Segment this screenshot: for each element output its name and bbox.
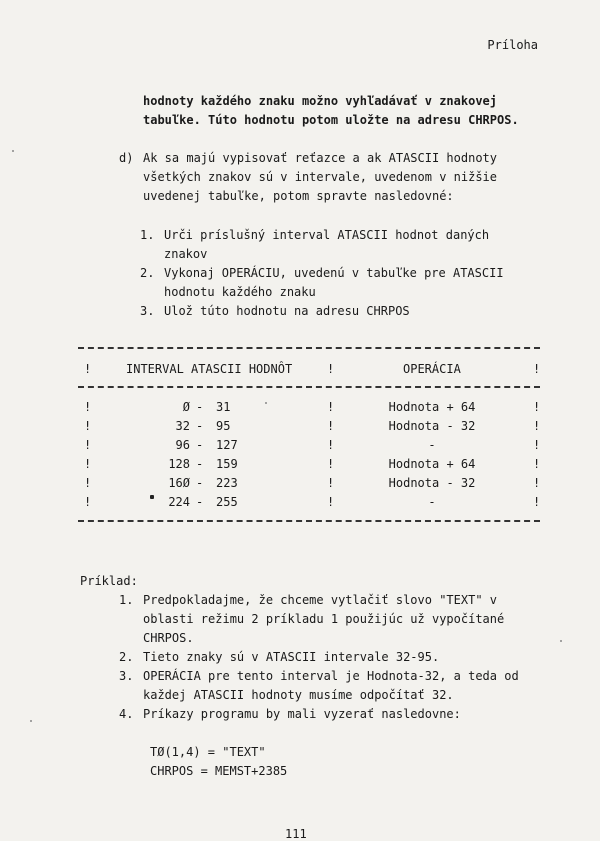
example-item-3-line-1: OPERÁCIA pre tento interval je Hodnota-32, a teda od: [143, 669, 519, 683]
example-item-4-line-1: Príkazy programu by mali vyzerať nasledovne:: [143, 707, 461, 721]
example-item-2-number: 2.: [119, 650, 134, 664]
intro-line-2: tabuľke. Túto hodnotu potom uložte na adresu CHRPOS.: [143, 113, 519, 127]
step-3-number: 3.: [140, 304, 155, 318]
interval-dash: -: [196, 457, 204, 471]
table-separator: !: [84, 457, 92, 471]
code-line-1: TØ(1,4) = "TEXT": [150, 745, 266, 759]
scan-speck: [12, 150, 14, 152]
table-header-operation: OPERÁCIA: [403, 362, 461, 376]
item-d-line-1: Ak sa majú vypisovať reťazce a ak ATASCII hodnoty: [143, 151, 498, 165]
operation-value: Hodnota - 32: [388, 419, 476, 433]
example-item-1-number: 1.: [119, 593, 134, 607]
item-d-line-2: všetkých znakov sú v intervale, uvedenom v nižšie: [143, 170, 498, 184]
table-separator: !: [84, 476, 92, 490]
table-separator: !: [327, 438, 335, 452]
step-1-number: 1.: [140, 228, 155, 242]
operation-value: Hodnota - 32: [388, 476, 476, 490]
interval-from: 16Ø: [168, 476, 190, 490]
interval-to: 31: [216, 400, 231, 414]
interval-dash: -: [196, 419, 204, 433]
example-item-1-line-1: Predpokladajme, že chceme vytlačiť slovo "TEXT" v: [143, 593, 498, 607]
table-separator: !: [533, 476, 541, 490]
step-3-line-1: Ulož túto hodnotu na adresu CHRPOS: [164, 304, 410, 318]
table-separator: !: [84, 419, 92, 433]
item-d-marker: d): [119, 151, 134, 165]
table-header-rule: [78, 386, 540, 388]
step-2-line-2: hodnotu každého znaku: [164, 285, 316, 299]
table-separator: !: [327, 457, 335, 471]
table-header-interval: INTERVAL ATASCII HODNÔT: [126, 362, 293, 376]
table-separator: !: [84, 400, 92, 414]
step-1-line-1: Urči príslušný interval ATASCII hodnot daných: [164, 228, 490, 242]
table-separator: !: [327, 476, 335, 490]
code-line-2: CHRPOS = MEMST+2385: [150, 764, 288, 778]
page-number: 111: [285, 827, 307, 841]
table-separator: !: [327, 419, 335, 433]
page-header: Príloha: [487, 38, 538, 52]
table-separator: !: [327, 400, 335, 414]
table-top-rule: [78, 347, 540, 349]
interval-from: 128: [168, 457, 190, 471]
table-separator: !: [533, 419, 541, 433]
interval-dash: -: [196, 476, 204, 490]
interval-from: 32: [175, 419, 190, 433]
example-item-1-line-3: CHRPOS.: [143, 631, 194, 645]
operation-value: Hodnota + 64: [388, 457, 476, 471]
interval-dash: -: [196, 438, 204, 452]
interval-to: 127: [216, 438, 238, 452]
table-separator: !: [84, 362, 92, 376]
table-separator: !: [533, 495, 541, 509]
interval-from: 96: [175, 438, 190, 452]
interval-dash: -: [196, 400, 204, 414]
example-item-2-line-1: Tieto znaky sú v ATASCII intervale 32-95.: [143, 650, 440, 664]
example-item-1-line-2: oblasti režimu 2 príkladu 1 použijúc už vypočítané: [143, 612, 505, 626]
scan-speck: [150, 495, 154, 499]
interval-dash: -: [196, 495, 204, 509]
step-2-line-1: Vykonaj OPERÁCIU, uvedenú v tabuľke pre ATASCII: [164, 266, 504, 280]
table-separator: !: [84, 438, 92, 452]
table-bottom-rule: [78, 520, 540, 522]
intro-line-1: hodnoty každého znaku možno vyhľadávať v znakovej: [143, 94, 498, 108]
interval-to: 95: [216, 419, 231, 433]
example-item-3-number: 3.: [119, 669, 134, 683]
example-item-4-number: 4.: [119, 707, 134, 721]
step-1-line-2: znakov: [164, 247, 208, 261]
operation-value: Hodnota + 64: [388, 400, 476, 414]
item-d-line-3: uvedenej tabuľke, potom spravte nasledovné:: [143, 189, 454, 203]
scan-speck: [30, 720, 32, 722]
scan-speck: [265, 402, 267, 404]
table-separator: !: [84, 495, 92, 509]
scan-speck: [560, 640, 562, 642]
example-item-3-line-2: každej ATASCII hodnoty musíme odpočítať 32.: [143, 688, 454, 702]
table-separator: !: [533, 362, 541, 376]
operation-value: -: [428, 438, 436, 452]
operation-value: -: [428, 495, 436, 509]
table-separator: !: [533, 438, 541, 452]
table-separator: !: [327, 495, 335, 509]
interval-from: Ø: [182, 400, 190, 414]
interval-from: 224: [168, 495, 190, 509]
step-2-number: 2.: [140, 266, 155, 280]
table-separator: !: [327, 362, 335, 376]
table-separator: !: [533, 400, 541, 414]
interval-to: 255: [216, 495, 238, 509]
interval-to: 159: [216, 457, 238, 471]
table-separator: !: [533, 457, 541, 471]
example-title: Príklad:: [80, 574, 138, 588]
interval-to: 223: [216, 476, 238, 490]
